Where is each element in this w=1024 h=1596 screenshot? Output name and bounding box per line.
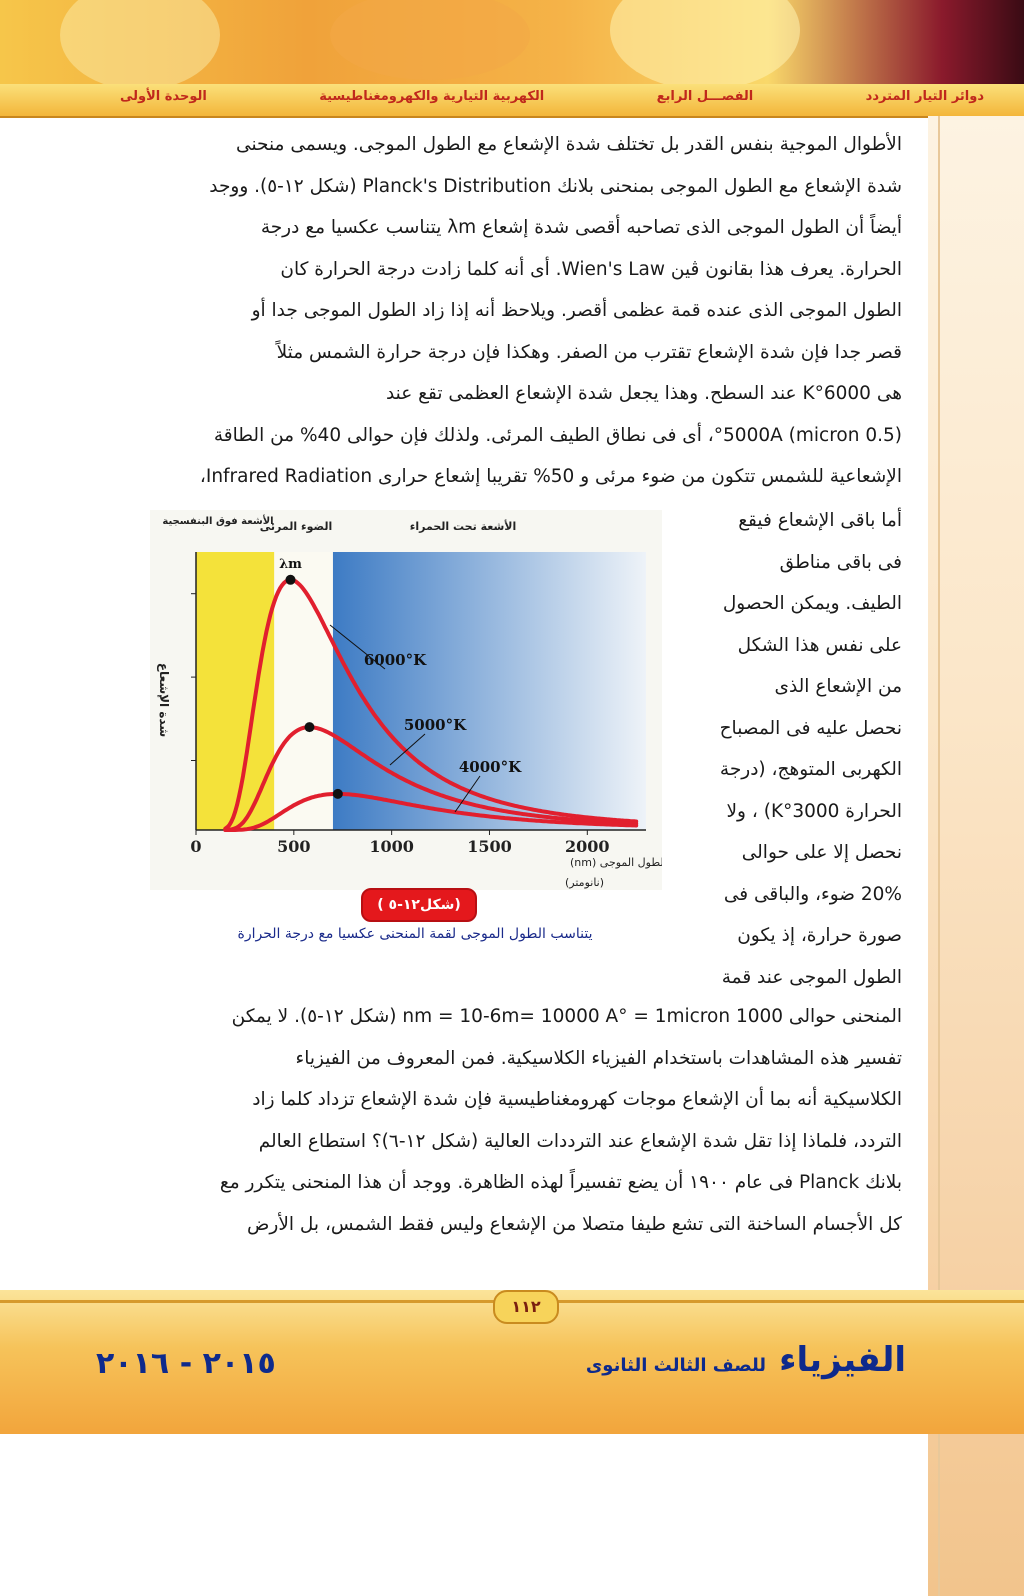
body-line: الإشعاعية للشمس تتكون من ضوء مرئى و 50% تقريبا إشعاع حرارى Infrared Radiation، — [199, 466, 902, 487]
peak-lambda-label: λm — [279, 556, 302, 572]
header-chapter: الفصـــل الرابع — [656, 89, 754, 104]
region-visible — [274, 552, 333, 830]
body-line: التردد، فلماذا إذا تقل شدة الإشعاع عند الترددات العالية (شكل ١٢-٦)؟ استطاع العالم — [258, 1130, 902, 1152]
side-line: على نفس هذا الشكل — [737, 634, 902, 656]
body-line: قصر جدا فإن شدة الإشعاع تقترب من الصفر. وهكذا فإن درجة حرارة الشمس مثلاً — [276, 341, 902, 363]
figure-caption-badge: (شكل١٢-٥ ) — [361, 888, 477, 922]
header-section: الكهربية التيارية والكهرومغناطيسية — [319, 89, 545, 104]
series-label: 5000°K — [403, 716, 467, 734]
peak-point — [333, 789, 343, 799]
book-title-main: الفيزياء — [779, 1340, 906, 1380]
region-label-visible: الضوء المرئى — [259, 520, 333, 533]
school-years: ٢٠١٥ - ٢٠١٦ — [96, 1346, 276, 1381]
body-line: شدة الإشعاع مع الطول الموجى بمنحنى بلانك Planck's Distribution (شكل ١٢-٥). ووجد — [209, 175, 902, 197]
peak-point — [304, 722, 314, 732]
body-line: الكلاسيكية أنه بما أن الإشعاع موجات كهرومغناطيسية فإن شدة الإشعاع تزداد كلما زاد — [252, 1089, 902, 1110]
side-line: نحصل عليه فى المصباح — [719, 717, 902, 739]
side-line: من الإشعاع الذى — [774, 676, 902, 697]
peak-point — [286, 575, 296, 585]
x-axis-unit: (نانومتر) — [565, 876, 605, 889]
region-label-ir: الأشعة تحت الحمراء — [409, 520, 517, 533]
side-line: فى باقى مناطق — [779, 551, 902, 573]
body-line: الحرارة. يعرف هذا بقانون ڤين Wien's Law. أى أنه كلما زادت درجة الحرارة كان — [280, 258, 902, 280]
body-line: أيضاً أن الطول الموجى الذى تصاحبه أقصى شدة إشعاع λm يتناسب عكسيا مع درجة — [260, 217, 902, 238]
side-line: 20% ضوء، والباقى فى — [723, 883, 902, 905]
series-label: 4000°K — [458, 758, 522, 776]
side-line: صورة حرارة، إذ يكون — [737, 925, 902, 946]
body-line: بلانك Planck فى عام ١٩٠٠ أن يضع تفسيراً لهذه الظاهرة. ووجد أن هذا المنحنى يتكرر مع — [219, 1172, 902, 1193]
body-line: المنحنى حوالى 1000 nm = 10-6m= 10000 A° = 1micron (شكل ١٢-٥). لا يمكن — [231, 1006, 902, 1027]
side-line: نحصل إلا على حوالى — [741, 842, 902, 863]
side-line: أما باقى الإشعاع فيقع — [738, 510, 902, 531]
body-line: هى 6000°K عند السطح. وهذا يجعل شدة الإشعاع العظمى تقع عند — [385, 383, 902, 404]
x-tick-label: 2000 — [565, 837, 610, 856]
x-tick-label: 0 — [190, 837, 202, 856]
figure-caption-text: يتناسب الطول الموجى لقمة المنحنى عكسيا مع درجة الحرارة — [237, 926, 593, 942]
body-line: كل الأجسام الساخنة التى تشع طيفا متصلا من الإشعاع وليس فقط الشمس، بل الأرض — [247, 1213, 902, 1235]
side-text-column — [672, 500, 902, 998]
book-grade: للصف الثالث الثانوى — [585, 1355, 767, 1376]
body-text-top — [150, 124, 902, 498]
book-title — [586, 1340, 906, 1380]
x-tick-label: 1500 — [467, 837, 512, 856]
body-line: الأطوال الموجية بنفس القدر بل تختلف شدة الإشعاع مع الطول الموجى. ويسمى منحنى — [236, 134, 902, 155]
region-label-uv: الأشعة فوق البنفسجية — [162, 516, 274, 527]
header-items — [120, 89, 984, 104]
body-line: (0.5 micron) 5000A°، أى فى نطاق الطيف المرئى. ولذلك فإن حوالى 40% من الطاقة — [213, 424, 902, 446]
body-text-bottom — [150, 996, 902, 1245]
planck-chart — [150, 510, 662, 890]
header-topic: دوائر التيار المتردد — [865, 89, 984, 104]
header-bar — [0, 84, 1024, 118]
side-line: الحرارة 3000°K) ، ولا — [726, 800, 902, 822]
header-unit: الوحدة الأولى — [120, 89, 207, 104]
series-label: 6000°K — [363, 651, 427, 669]
side-line: الكهربى المتوهج، (درجة — [719, 759, 902, 780]
y-axis-label: شدة الإشعاع — [157, 662, 171, 738]
x-tick-label: 1000 — [369, 837, 414, 856]
planck-distribution-figure — [150, 510, 662, 890]
x-tick-label: 500 — [277, 837, 311, 856]
x-axis-label: الطول الموجى (nm) — [570, 856, 662, 869]
page-number: ١١٢ — [493, 1290, 559, 1324]
decor-blob — [610, 0, 800, 90]
decor-blob — [60, 0, 220, 90]
decor-blob — [330, 0, 530, 80]
side-line: الطول الموجى عند قمة — [721, 966, 902, 988]
region-infrared — [333, 552, 646, 830]
body-line: الطول الموجى الذى عنده قمة عظمى أقصر. ويلاحظ أنه إذا زاد الطول الموجى جدا أو — [251, 300, 902, 321]
side-line: الطيف. ويمكن الحصول — [722, 593, 902, 614]
body-line: تفسير هذه المشاهدات باستخدام الفيزياء الكلاسيكية. فمن المعروف من الفيزياء — [295, 1047, 902, 1069]
